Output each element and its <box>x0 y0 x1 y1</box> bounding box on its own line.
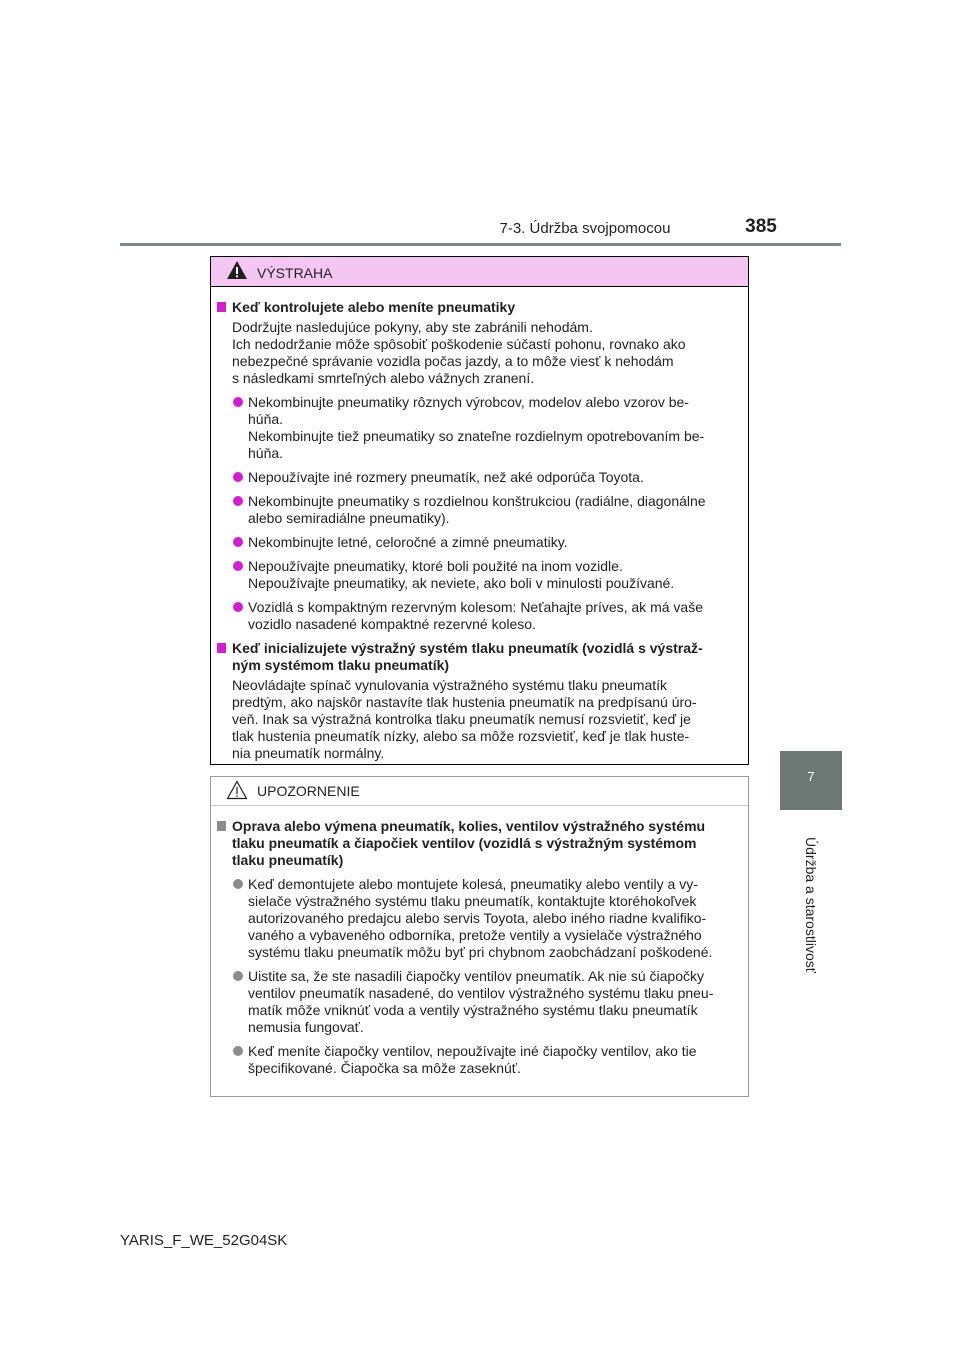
text-line: Nekombinujte pneumatiky s rozdielnou konštrukciou (radiálne, diagonálne <box>248 493 706 509</box>
header-divider <box>120 243 841 246</box>
text-line: Ich nedodržanie môže spôsobiť poškodenie súčastí pohonu, rovnako ako <box>232 336 686 352</box>
text-line: húňa. <box>248 411 284 427</box>
caution-body <box>211 806 748 1077</box>
warning-intro-paragraph <box>217 319 742 387</box>
spacer <box>217 633 742 640</box>
text-line: autorizovaného predajcu alebo servis Toyota, alebo iného riadne kvalifiko- <box>248 910 707 926</box>
text-line: Keď meníte čiapočky ventilov, nepoužívajte iné čiapočky ventilov, ako tie <box>248 1043 697 1059</box>
warning-triangle-filled-icon <box>226 260 248 280</box>
chapter-title: Údržba a starostlivosť <box>803 837 819 973</box>
text-line: sielače výstražného systému tlaku pneumatík, kontaktujte ktoréhokoľvek <box>248 893 697 909</box>
text-line: nebezpečné správanie vozidla počas jazdy, a to môže viesť k nehodám <box>232 353 674 369</box>
caution-box <box>210 776 749 1097</box>
text-line: nemusia fungovať. <box>248 1019 364 1035</box>
bullet-item <box>217 876 742 961</box>
caution-section-title <box>217 818 742 869</box>
warning-reset-paragraph <box>217 677 742 762</box>
text-line: špecifikované. Čiapočka sa môže zaseknúť. <box>248 1060 521 1076</box>
bullet-item <box>217 394 742 462</box>
text-line: systému tlaku pneumatík môžu byť pri chybnom zaobchádzaní poškodené. <box>248 944 713 960</box>
text-line: tlaku pneumatík) <box>232 852 344 868</box>
text-line: matík môže vniknúť voda a ventily výstražného systému tlaku pneumatík <box>248 1002 698 1018</box>
text-line: tlaku pneumatík a čiapočiek ventilov (vozidlá s výstražným systémom <box>232 835 697 851</box>
bullet-item <box>217 558 742 592</box>
text-line: vaného a vybaveného odborníka, pretože ventily a vysielače výstražného <box>248 927 702 943</box>
section-title: 7-3. Údržba svojpomocou <box>499 220 671 237</box>
text-line: predtým, ako najskôr nastavíte tlak hustenia pneumatík na predpísanú úro- <box>232 694 697 710</box>
bullet-item <box>217 599 742 633</box>
text-line: alebo semiradiálne pneumatiky). <box>248 510 450 526</box>
text-line: Neovládajte spínač vynulovania výstražného systému tlaku pneumatík <box>232 677 668 693</box>
bullet-dot-icon <box>233 971 243 981</box>
text-line: Uistite sa, že ste nasadili čiapočky ventilov pneumatík. Ak nie sú čiapočky <box>248 968 704 984</box>
warning-box <box>210 256 749 765</box>
text-line: Nepoužívajte pneumatiky, ktoré boli použité na inom vozidle. <box>248 558 623 574</box>
bullet-dot-icon <box>233 561 243 571</box>
bullet-dot-icon <box>233 879 243 889</box>
page-number: 385 <box>745 216 777 237</box>
text-line: Keď inicializujete výstražný systém tlaku pneumatík (vozidlá s výstraž- <box>232 640 703 656</box>
bullet-item <box>217 534 742 551</box>
chapter-number: 7 <box>807 769 815 784</box>
warning-label: VÝSTRAHA <box>257 265 333 281</box>
text-line: Oprava alebo výmena pneumatík, kolies, ventilov výstražného systému <box>232 818 706 834</box>
text-line: Vozidlá s kompaktným rezervným kolesom: Neťahajte príves, ak má vaše <box>248 599 703 615</box>
text-line: Nepoužívajte pneumatiky, ak neviete, ako boli v minulosti používané. <box>248 575 675 591</box>
square-marker-icon <box>217 821 226 831</box>
bullet-item <box>217 493 742 527</box>
bullet-dot-icon <box>233 496 243 506</box>
warning-section-title <box>217 640 742 674</box>
text-line: Keď demontujete alebo montujete kolesá, pneumatiky alebo ventily a vy- <box>248 876 698 892</box>
text-line: ným systémom tlaku pneumatík) <box>232 657 450 673</box>
caution-label: UPOZORNENIE <box>257 783 360 799</box>
bullet-item <box>217 968 742 1036</box>
bullet-dot-icon <box>233 537 243 547</box>
chapter-tab <box>780 751 842 810</box>
caution-triangle-outline-icon <box>226 780 248 800</box>
text-line: veň. Inak sa výstražná kontrolka tlaku pneumatík nemusí rozsvietiť, keď je <box>232 711 691 727</box>
bullet-dot-icon <box>233 1046 243 1056</box>
text-line: Nekombinujte pneumatiky rôznych výrobcov, modelov alebo vzorov be- <box>248 394 689 410</box>
text-line: nia pneumatík normálny. <box>232 745 385 761</box>
text-line: Nepoužívajte iné rozmery pneumatík, než aké odporúča Toyota. <box>248 469 644 485</box>
document-code: YARIS_F_WE_52G04SK <box>120 1232 288 1249</box>
text-line: tlak hustenia pneumatík nízky, alebo sa môže rozsvietiť, keď je tlak huste- <box>232 728 690 744</box>
warning-header <box>211 257 748 287</box>
bullet-item <box>217 469 742 486</box>
warning-section-title <box>217 299 742 316</box>
text-line: húňa. <box>248 445 284 461</box>
text-line: Nekombinujte tiež pneumatiky so znateľne rozdielnym opotrebovaním be- <box>248 428 705 444</box>
caution-header <box>211 777 748 806</box>
warning-section-title-text: Keď kontrolujete alebo meníte pneumatiky <box>232 299 516 315</box>
bullet-dot-icon <box>233 397 243 407</box>
text-line: vozidlo nasadené kompaktné rezervné koleso. <box>248 616 536 632</box>
text-line: ventilov pneumatík nasadené, do ventilov výstražného systému tlaku pneu- <box>248 985 714 1001</box>
bullet-item <box>217 1043 742 1077</box>
text-line: s následkami smrteľných alebo vážnych zranení. <box>232 370 535 386</box>
warning-body <box>211 287 748 762</box>
chapter-side-strip <box>780 810 842 1010</box>
square-marker-icon <box>217 302 226 312</box>
text-line: Dodržujte nasledujúce pokyny, aby ste zabránili nehodám. <box>232 319 593 335</box>
square-marker-icon <box>217 643 226 653</box>
text-line: Nekombinujte letné, celoročné a zimné pneumatiky. <box>248 534 568 550</box>
bullet-dot-icon <box>233 472 243 482</box>
bullet-dot-icon <box>233 602 243 612</box>
